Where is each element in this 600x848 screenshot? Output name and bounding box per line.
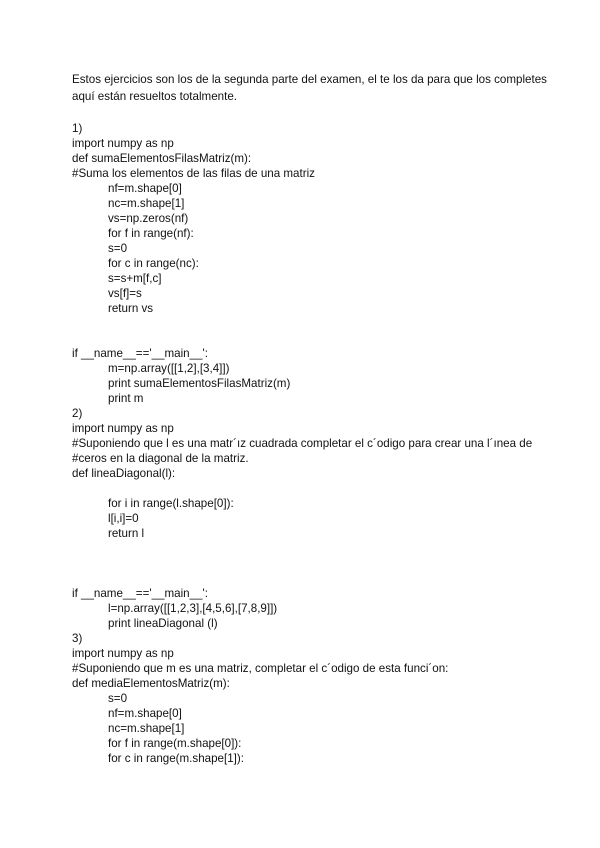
text-line: aquí están resueltos totalmente. bbox=[72, 90, 237, 103]
text-line: if __name__=='__main__': bbox=[72, 347, 208, 360]
text-line: vs=np.zeros(nf) bbox=[108, 212, 189, 225]
text-line: import numpy as np bbox=[72, 137, 174, 150]
text-line: nf=m.shape[0] bbox=[108, 182, 182, 195]
text-line: #ceros en la diagonal de la matriz. bbox=[72, 452, 249, 465]
text-line: def sumaElementosFilasMatriz(m): bbox=[72, 152, 252, 165]
text-line: s=0 bbox=[108, 692, 128, 705]
text-line: #Suma los elementos de las filas de una matriz bbox=[72, 167, 315, 180]
text-line: return vs bbox=[108, 302, 154, 315]
text-line: 3) bbox=[72, 632, 83, 645]
text-line: def lineaDiagonal(l): bbox=[72, 467, 176, 480]
text-line: for c in range(m.shape[1]): bbox=[108, 752, 244, 765]
text-line: import numpy as np bbox=[72, 422, 174, 435]
text-line: print lineaDiagonal (l) bbox=[108, 617, 218, 630]
text-line: m=np.array([[1,2],[3,4]]) bbox=[108, 362, 230, 375]
text-line: import numpy as np bbox=[72, 647, 174, 660]
text-line: nc=m.shape[1] bbox=[108, 722, 185, 735]
text-line: l=np.array([[1,2,3],[4,5,6],[7,8,9]]) bbox=[108, 602, 278, 615]
text-line: return l bbox=[108, 527, 145, 540]
text-line: 2) bbox=[72, 407, 83, 420]
text-line: #Suponiendo que m es una matriz, completar el c´odigo de esta funci´on: bbox=[72, 662, 449, 675]
text-line: for c in range(nc): bbox=[108, 257, 199, 270]
text-line: s=0 bbox=[108, 242, 128, 255]
text-line: nf=m.shape[0] bbox=[108, 707, 182, 720]
text-line: if __name__=='__main__': bbox=[72, 587, 208, 600]
text-line: def mediaElementosMatriz(m): bbox=[72, 677, 230, 690]
text-line: for i in range(l.shape[0]): bbox=[108, 497, 234, 510]
text-line: nc=m.shape[1] bbox=[108, 197, 185, 210]
text-line: Estos ejercicios son los de la segunda parte del examen, el te los da para que los completes bbox=[72, 73, 547, 86]
text-line: l[i,i]=0 bbox=[108, 512, 139, 525]
text-line: print sumaElementosFilasMatriz(m) bbox=[108, 377, 291, 390]
text-line: for f in range(m.shape[0]): bbox=[108, 737, 242, 750]
text-line: #Suponiendo que l es una matr´ız cuadrada completar el c´odigo para crear una l´ınea de bbox=[72, 437, 533, 450]
text-line: vs[f]=s bbox=[108, 287, 142, 300]
text-line: for f in range(nf): bbox=[108, 227, 194, 240]
text-line: s=s+m[f,c] bbox=[108, 272, 162, 285]
text-line: print m bbox=[108, 392, 144, 405]
text-line: 1) bbox=[72, 122, 83, 135]
